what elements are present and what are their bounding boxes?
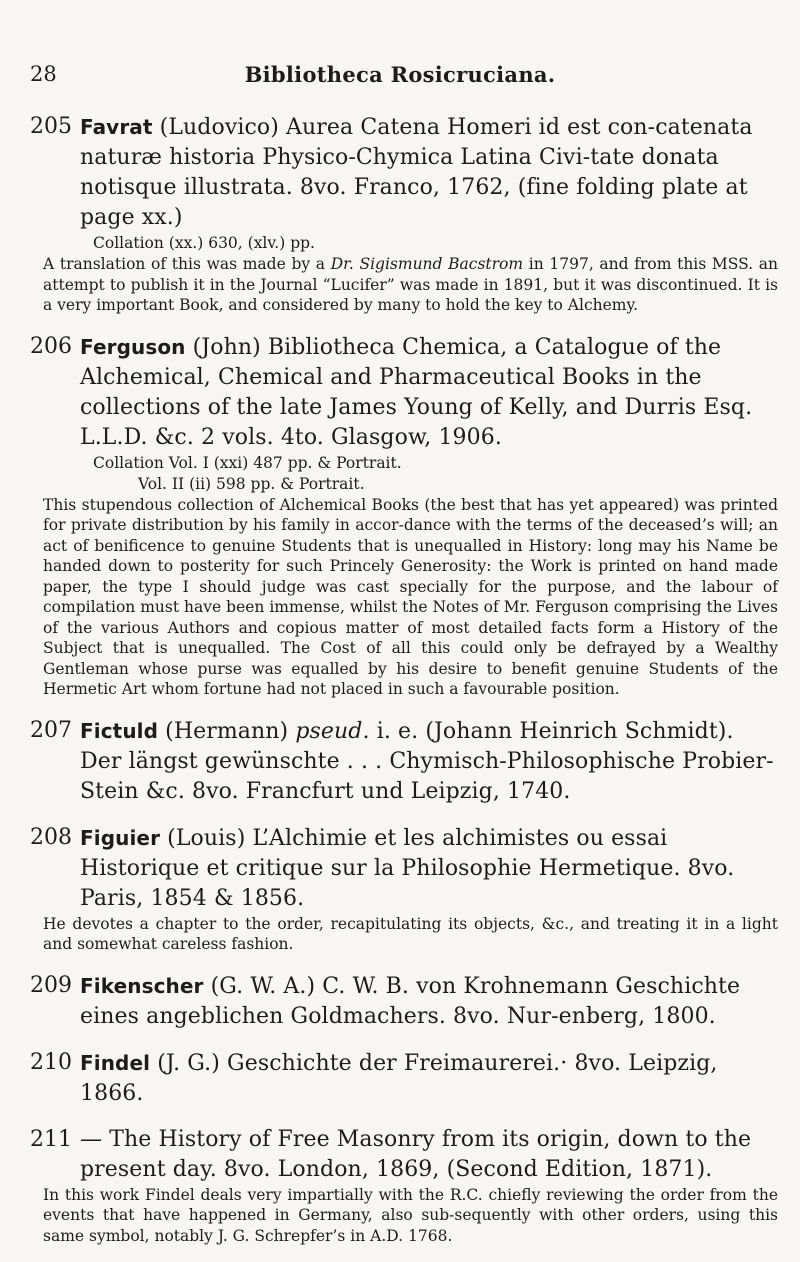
- entry-number: 205: [30, 114, 72, 139]
- author-name: Figuier: [80, 825, 161, 850]
- entry-210: [30, 1048, 778, 1109]
- entry-number: 206: [30, 333, 72, 359]
- catalogue-entries: [30, 112, 778, 1262]
- author-name: Ferguson: [80, 334, 186, 359]
- entry-206: [30, 332, 778, 700]
- entry-text: [80, 971, 778, 1032]
- entry-title: i. e. (Johann Heinrich Schmidt). Der längst gewünschte . . . Chymisch-Philosophische Probier-Stein &c. 8vo. Francfurt und Leipzig, 1740.: [80, 718, 774, 804]
- collation: Collation Vol. I (xxi) 487 pp. & Portrait.: [93, 453, 402, 472]
- page-number: 28: [30, 62, 57, 86]
- entry-note: This stupendous collection of Alchemical Books (the best that has yet appeared) was printed for private distribution by his family in accor-dance with the terms of the deceased’s will; an act of benificence to genuine Students that is unequalled in History: long may his Name be handed down to posterity for such Princely Generosity: the Work is printed on hand made paper, the type I should judge was cast specially for the purpose, and the labour of compilation must have been immense, whilst the Notes of Mr. Ferguson comprising the Lives of the various Authors and copious matter of most detailed facts form a History of the Subject that is unequalled. The Cost of all this could only be defrayed by a Wealthy Gentleman whose purse was equalled by his desire to benefit genuine Students of the Hermetic Art whom fortune had not placed in such a favourable position.: [43, 495, 778, 698]
- author-name: Fikenscher: [80, 973, 204, 998]
- author-name: Favrat: [80, 115, 153, 139]
- entry-209: [30, 971, 778, 1032]
- entry-208: [30, 823, 778, 955]
- entry-text: [80, 823, 778, 914]
- entry-text: [80, 332, 778, 453]
- entry-title: (J. G.) Geschichte der Freimaurerei.· 8vo. Leipzig, 1866.: [80, 1050, 718, 1106]
- entry-title: (Louis) L’Alchimie et les alchimistes ou essai Historique et critique sur la Philosophie Hermetique. 8vo. Paris, 1854 & 1856.: [80, 825, 735, 911]
- entry-text: [80, 1048, 778, 1109]
- entry-number: 210: [30, 1049, 72, 1075]
- note-text: in 1797, and from this MSS. an attempt to publish it in the Journal “Lucifer” was made in 1891, but it was discontinued. It is a very important Book, and considered by many to hold the key to Alchemy.: [43, 255, 779, 314]
- entry-title: (John) Bibliotheca Chemica, a Catalogue of the Alchemical, Chemical and Pharmaceutical Books in the collections of the late James Young of Kelly, and Durris Esq. L.L.D. &c. 2 vols. 4to. Glasgow, 1906.: [80, 334, 753, 450]
- page-header: [30, 62, 770, 92]
- entry-title: (Hermann): [165, 718, 289, 744]
- entry-number: 211: [30, 1126, 72, 1152]
- pseudonym-marker: pseud.: [295, 718, 370, 744]
- entry-title: (G. W. A.) C. W. B. von Krohnemann Geschichte eines angeblichen Goldmachers. 8vo. Nur-enberg, 1800.: [80, 973, 741, 1029]
- translator-name: Dr. Sigismund Bacstrom: [330, 255, 524, 273]
- entry-number: 207: [30, 717, 72, 743]
- entry-text: [80, 112, 778, 233]
- entry-note: He devotes a chapter to the order, recapitulating its objects, &c., and treating it in a light and somewhat careless fashion.: [43, 914, 778, 953]
- entry-211: [30, 1125, 778, 1247]
- entry-title: — The History of Free Masonry from its origin, down to the present day. 8vo. London, 1869, (Second Edition, 1871).: [80, 1126, 752, 1182]
- entry-207: [30, 716, 778, 807]
- entry-205: [30, 112, 778, 316]
- collation: Vol. II (ii) 598 pp. & Portrait.: [138, 474, 365, 493]
- entry-note: In this work Findel deals very impartially with the R.C. chiefly reviewing the order from the events that have happened in Germany, also sub-sequently with other orders, using this same symbol, notably J. G. Schrepfer’s in A.D. 1768.: [43, 1185, 778, 1245]
- author-name: Fictuld: [80, 718, 159, 743]
- entry-text: [80, 716, 778, 807]
- entry-number: 208: [30, 824, 72, 850]
- entry-title: (Ludovico) Aurea Catena Homeri id est con-catenata naturæ historia Physico-Chymica Latina Civi-tate donata notisque illustrata. 8vo. Franco, 1762, (fine folding plate at page xx.): [80, 115, 753, 230]
- collation: Collation (xx.) 630, (xlv.) pp.: [93, 234, 315, 252]
- author-name: Findel: [80, 1050, 151, 1075]
- entry-note: [30, 254, 778, 316]
- entry-number: 209: [30, 972, 72, 998]
- note-text: A translation of this was made by a: [43, 255, 326, 273]
- running-title: Bibliotheca Rosicruciana.: [244, 62, 556, 87]
